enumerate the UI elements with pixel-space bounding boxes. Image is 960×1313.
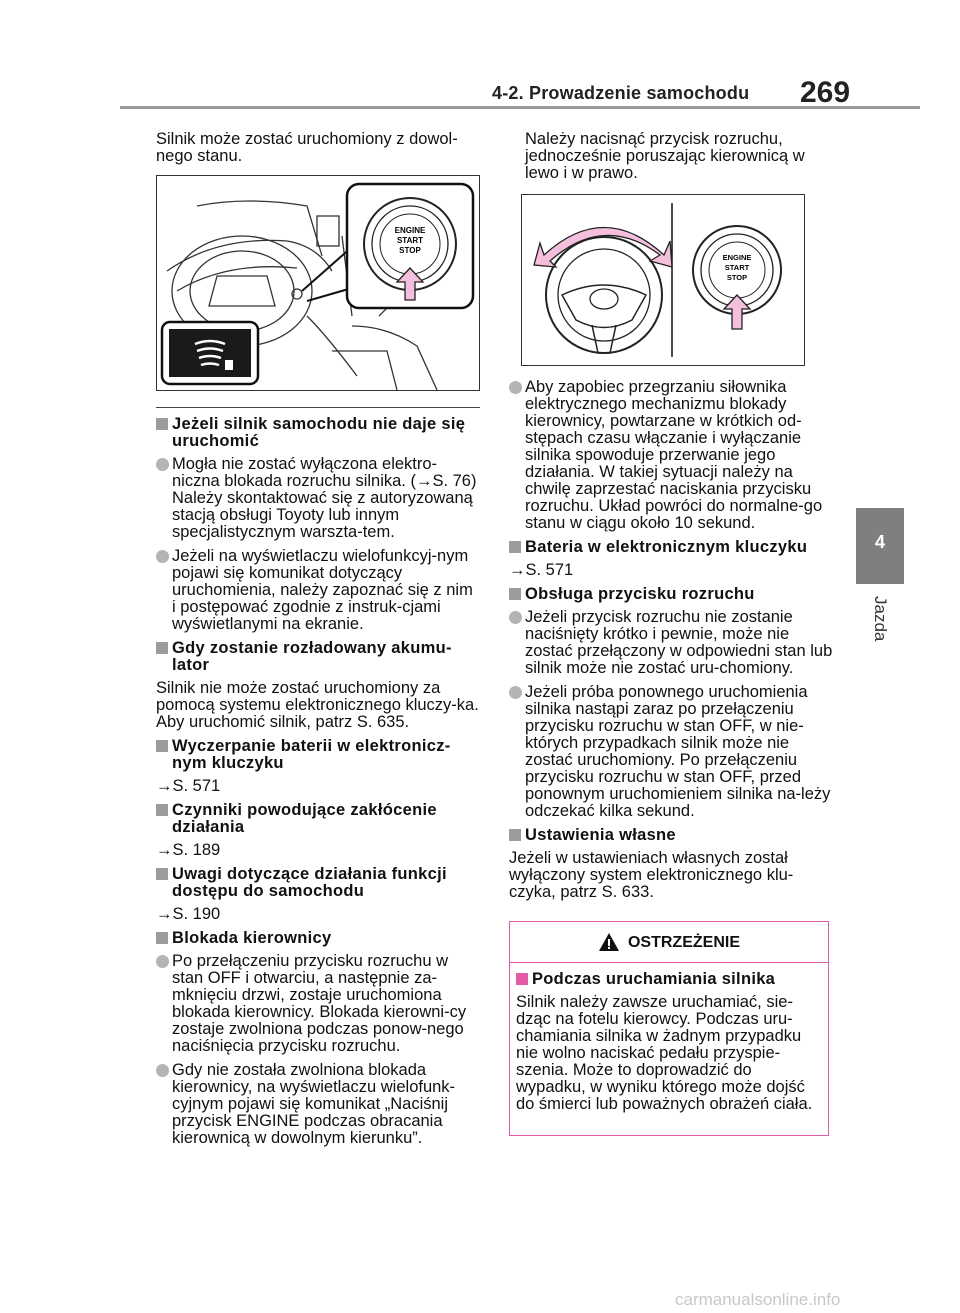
heading-start-button-operation: Obsługa przycisku rozruchu [509, 586, 833, 603]
warning-box [509, 921, 829, 1136]
customization-text: Jeżeli w ustawieniach własnych został wyłączony system elektronicznego klu-czyka, patrz S. 633. [509, 849, 794, 901]
heading-engine-not-start: Jeżeli silnik samochodu nie daje się uruchomić [156, 416, 480, 450]
warning-header [510, 922, 828, 963]
button-text-start-2: START [724, 263, 750, 272]
steering-button-illustration [521, 194, 805, 366]
page-number: 269 [800, 76, 851, 109]
warning-heading: Podczas uruchamiania silnika [516, 971, 822, 988]
heading-interference: Czynniki powodujące zakłócenie działania [156, 802, 480, 836]
warning-triangle-icon [598, 932, 620, 952]
intro-text: Silnik może zostać uruchomiony z dowol-nego stanu. [156, 130, 458, 165]
heading-steering-lock: Blokada kierownicy [156, 930, 480, 947]
warning-title: OSTRZEŻENIE [627, 933, 740, 951]
button-text-stop: STOP [399, 246, 421, 255]
heading-key-battery-2: Bateria w elektronicznym kluczyku [509, 539, 833, 556]
warning-body [510, 963, 828, 1135]
bullet-overheat: Aby zapobiec przegrzaniu siłownika elektrycznego mechanizmu blokady kierownicy, powtarzane w krótkich od-stępach czasu włączanie i wyłączanie silnika spowoduje przerwanie jego działania. W takiej sytuacji należy na chwilę zaprzestać naciskania przycisku rozruchu. Układ powróci do normalne-go stanu w ciągu około 10 sekund. [509, 379, 833, 532]
bullet-steering-lock-activate: Po przełączeniu przycisku rozruchu w stan OFF i otwarciu, a następnie za-mknięciu drzwi, zostaje uruchomiona blokada kierownicy. Blokada kierowni-cy zostaje zwolniona podczas ponow-nego naciśnięcia przycisku rozruchu. [156, 953, 480, 1055]
ref-key-battery-2: →S. 571 [509, 561, 574, 579]
warning-text: Silnik należy zawsze uruchamiać, sie-dząc na fotelu kierowcy. Podczas uru-chamiania silnika w żadnym przypadku nie wolno naciskać pedału przyspie-szenia. Może to doprowadzić do wypadku, w wyniku którego może dojść do śmierci lub poważnych obrażeń ciała. [516, 993, 813, 1113]
bullet-immobilizer: Mogła nie zostać wyłączona elektro-niczna blokada rozruchu silnika. (→S. 76) Należy skontaktować się z autoryzowaną stacją obsługi Toyoty lub innym specjalistycznym warszta-tem. [156, 456, 480, 541]
button-text-stop-2: STOP [726, 273, 748, 282]
watermark-text: carmanualsonline.info [675, 1290, 841, 1309]
right-intro-text: Należy nacisnąć przycisk rozruchu, jednocześnie poruszając kierownicą w lewo i w prawo. [525, 130, 805, 182]
bullet-steering-lock-message: Gdy nie została zwolniona blokada kierownicy, na wyświetlaczu wielofunk-cyjnym pojawi się komunikat „Naciśnij przycisk ENGINE podczas obracania kierownicą w dowolnym kierunku”. [156, 1062, 480, 1147]
steering-button-drawing [522, 195, 804, 365]
chapter-label: Jazda [871, 596, 890, 642]
bullet-press-firmly: Jeżeli przycisk rozruchu nie zostanie naciśnięty krótko i pewnie, może nie zostać przełączony w odpowiedni stan lub silnik może nie zostać uru-chomiony. [509, 609, 833, 677]
button-text-engine: ENGINE [394, 226, 426, 235]
right-column [509, 131, 833, 1136]
left-column [156, 131, 480, 1154]
ref-interference: →S. 189 [156, 841, 221, 859]
heading-customization: Ustawienia własne [509, 827, 833, 844]
bullet-restart-wait: Jeżeli próba ponownego uruchomienia silnika nastąpi zaraz po przełączeniu przycisku rozruchu w stan OFF, w nie-których przypadkach silnik może nie zostać uruchomiony. Po przełączeniu przycisku rozruchu w stan OFF, przed ponownym uruchomieniem silnika na-leży odczekać kilka sekund. [509, 684, 833, 820]
heading-battery-discharged: Gdy zostanie rozładowany akumu-lator [156, 640, 480, 674]
battery-discharged-text: Silnik nie może zostać uruchomiony za pomocą systemu elektronicznego kluczy-ka. Aby uruchomić silnik, patrz S. 635. [156, 679, 479, 731]
button-text-start: START [396, 236, 424, 245]
steering-lock-warning-icon [169, 329, 251, 377]
section-title: 4-2. Prowadzenie samochodu [492, 83, 750, 103]
chapter-number: 4 [874, 532, 885, 552]
heading-key-battery: Wyczerpanie baterii w elektronicz-nym kluczyku [156, 738, 480, 772]
ref-key-battery: →S. 571 [156, 777, 221, 795]
ref-access-function: →S. 190 [156, 905, 221, 923]
steering-wheel-icon [546, 237, 662, 353]
heading-access-function: Uwagi dotyczące działania funkcji dostępu do samochodu [156, 866, 480, 900]
dashboard-drawing [157, 176, 479, 390]
section-divider [156, 407, 480, 408]
bullet-multi-display: Jeżeli na wyświetlaczu wielofunkcyj-nym pojawi się komunikat dotyczący uruchomienia, należy zapoznać się z nim i postępować zgodnie z instruk-cjami wyświetlanymi na ekranie. [156, 548, 480, 633]
button-text-engine-2: ENGINE [722, 253, 752, 262]
dashboard-illustration [156, 175, 480, 391]
